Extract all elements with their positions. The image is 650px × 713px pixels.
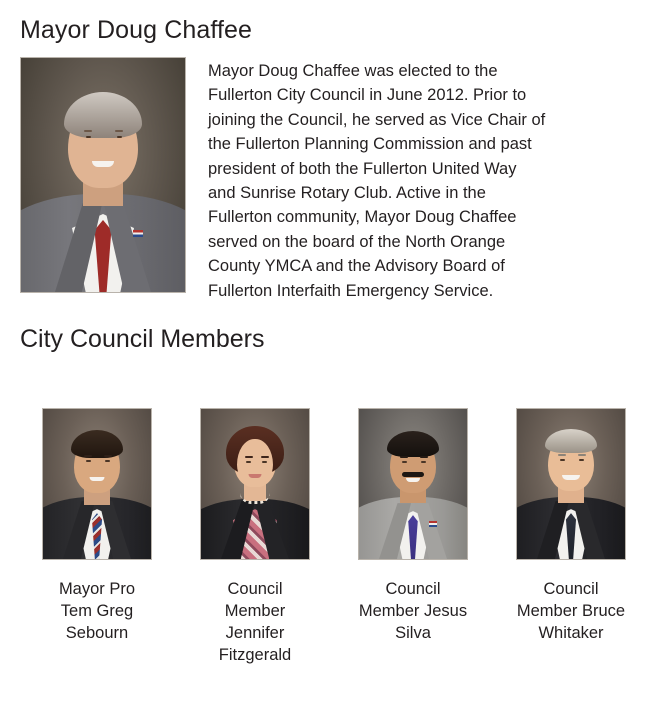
portrait-eye-right	[579, 459, 584, 461]
council-member-portrait-photo	[358, 408, 468, 560]
council-member-card[interactable]	[516, 408, 626, 666]
council-member-portrait-photo	[200, 408, 310, 560]
portrait-eye-left	[246, 461, 251, 463]
portrait-flag-pin	[429, 521, 437, 527]
council-member-name: Council Member Jesus Silva	[358, 580, 468, 643]
portrait-eye-left	[86, 460, 91, 462]
portrait-eye-right	[421, 461, 426, 463]
council-member-portrait-photo	[516, 408, 626, 560]
mayor-profile	[20, 57, 630, 303]
portrait-mouth	[92, 161, 114, 167]
council-member-card[interactable]	[358, 408, 468, 666]
council-member-name: Council Member Bruce Whitaker	[516, 580, 626, 643]
portrait-mouth	[90, 477, 105, 481]
council-member-card[interactable]	[200, 408, 310, 666]
portrait-brow-right	[578, 454, 586, 456]
portrait-eye-right	[117, 136, 122, 138]
portrait-brow-right	[420, 456, 428, 458]
page-title: Mayor Doug Chaffee	[20, 16, 253, 44]
portrait-brow-left	[558, 454, 566, 456]
portrait-brow-left	[400, 456, 408, 458]
portrait-eye-left	[560, 459, 565, 461]
portrait-mouth	[406, 478, 420, 482]
council-member-portrait-photo	[42, 408, 152, 560]
portrait-eye-left	[402, 461, 407, 463]
portrait-brow-right	[104, 455, 112, 457]
portrait-brow-left	[245, 456, 253, 458]
portrait-moustache	[402, 472, 424, 477]
portrait-face	[237, 439, 273, 485]
portrait-mouth	[562, 475, 580, 480]
portrait-brow-right	[115, 130, 123, 132]
council-member-name: Council Member Jennifer Fitzgerald	[218, 580, 292, 665]
mayor-portrait-photo	[20, 57, 186, 293]
portrait-mouth	[249, 474, 262, 478]
council-member-card[interactable]	[42, 408, 152, 666]
council-members-list	[20, 408, 630, 666]
council-member-name: Mayor Pro Tem Greg Sebourn	[58, 580, 136, 643]
portrait-flag-pin	[133, 230, 143, 237]
portrait-eye-left	[86, 136, 91, 138]
portrait-eye-right	[262, 461, 267, 463]
mayor-biography-text: Mayor Doug Chaffee was elected to the Fullerton City Council in June 2012. Prior to joining the Council, he served as Vice Chair of the Fullerton Planning Commission and past president of both the Fullerton United Way and Sunrise Rotary Club. Active in the Fullerton community, Mayor Doug Chaffee served on the board of the North Orange County YMCA and the Advisory Board of Fullerton Interfaith Emergency Service.	[208, 62, 546, 300]
council-section-title: City Council Members	[20, 325, 265, 354]
portrait-brow-left	[84, 130, 92, 132]
portrait-eye-right	[105, 460, 110, 462]
portrait-brow-left	[84, 455, 92, 457]
portrait-brow-right	[261, 456, 269, 458]
